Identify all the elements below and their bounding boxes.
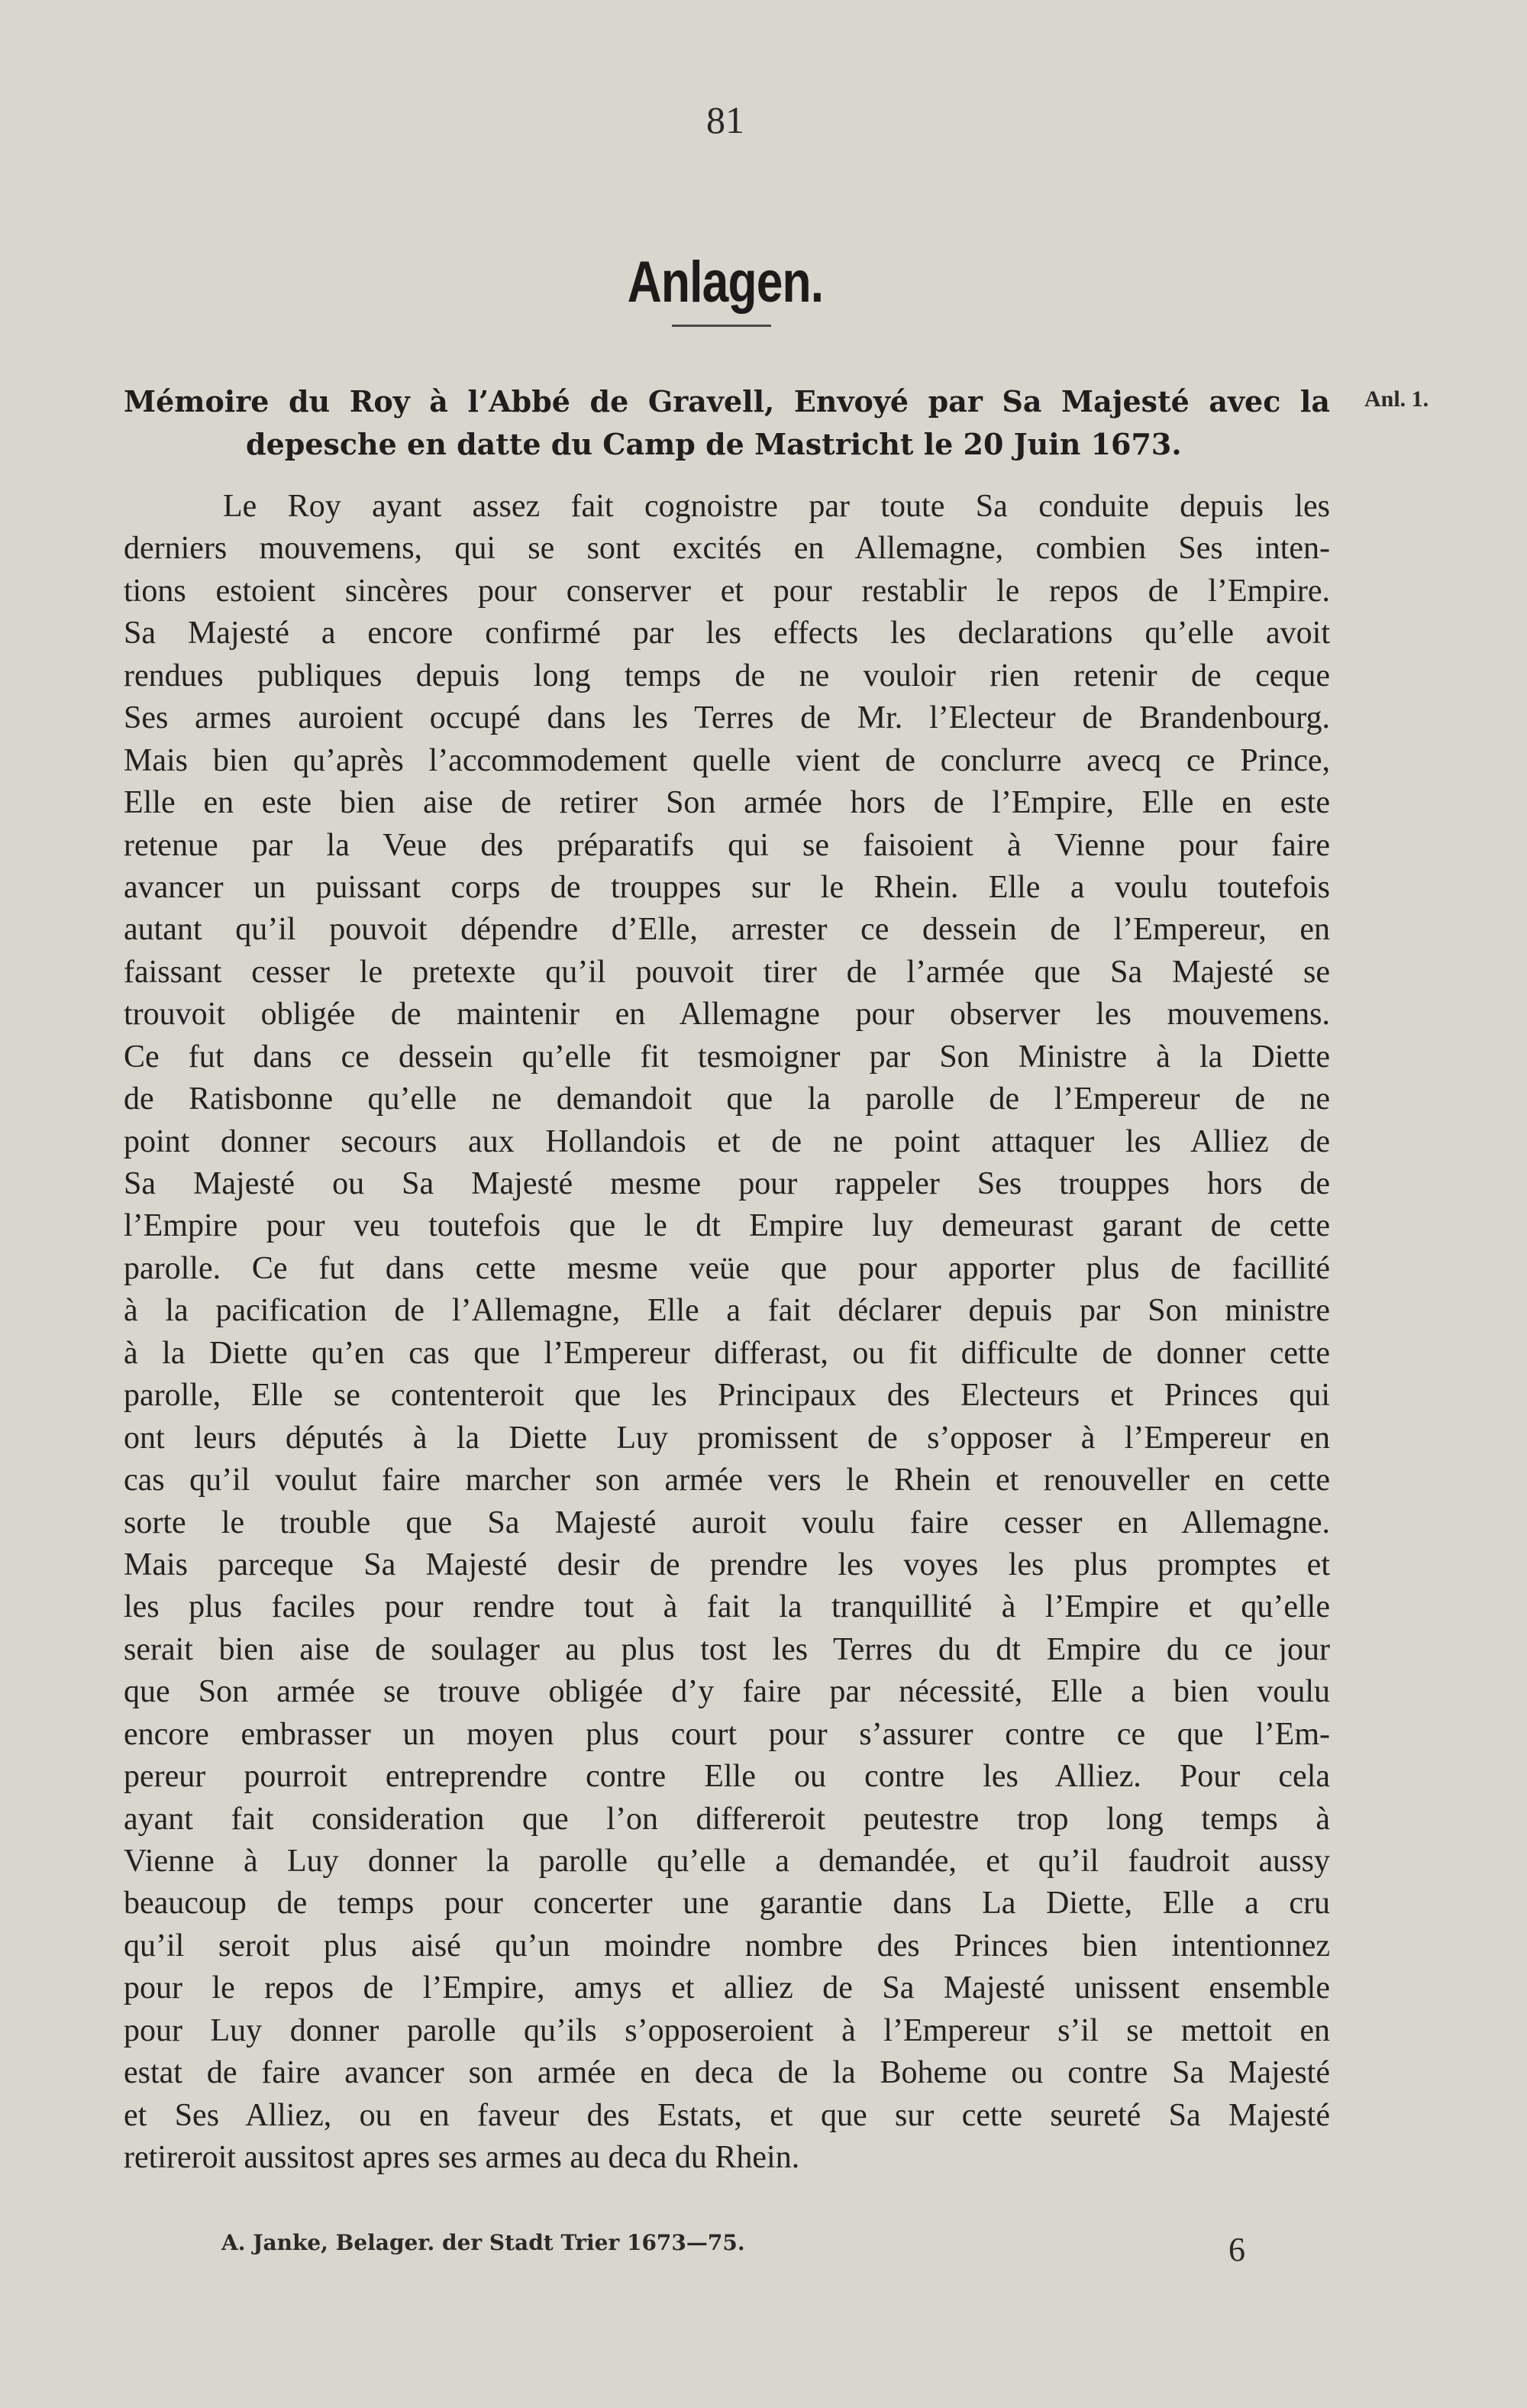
body-line: à la Diette qu’en cas que l’Empereur differast, ou fit difficulte de donner cette	[124, 1335, 1330, 1371]
footer-citation: A. Janke, Belager. der Stadt Trier 1673—75.	[221, 2230, 745, 2255]
section-title: Anlagen.	[627, 250, 824, 315]
body-line: trouvoit obligée de maintenir en Allemagne pour observer les mouvemens.	[124, 997, 1330, 1033]
body-line: rendues publiques depuis long temps de ne vouloir rien retenir de ceque	[124, 658, 1330, 693]
document-heading	[124, 380, 1330, 466]
body-line: estat de faire avancer son armée en deca de la Boheme ou contre Sa Majesté	[124, 2055, 1330, 2091]
body-line: que Son armée se trouve obligée d’y faire par nécessité, Elle a bien voulu	[124, 1674, 1330, 1710]
body-line: Sa Majesté a encore confirmé par les effects les declarations qu’elle avoit	[124, 616, 1330, 651]
body-line: les plus faciles pour rendre tout à fait la tranquillité à l’Empire et qu’elle	[124, 1589, 1330, 1625]
body-line: l’Empire pour veu toutefois que le dt Empire luy demeurast garant de cette	[124, 1208, 1330, 1244]
title-rule	[672, 325, 771, 327]
body-line: autant qu’il pouvoit dépendre d’Elle, arrester ce dessein de l’Empereur, en	[124, 912, 1330, 948]
heading-line: depesche en datte du Camp de Mastricht le 20 Juin 1673.	[246, 427, 1182, 461]
body-line: avancer un puissant corps de trouppes sur le Rhein. Elle a voulu toutefois	[124, 869, 1330, 905]
body-line: Elle en este bien aise de retirer Son armée hors de l’Empire, Elle en este	[124, 785, 1330, 821]
body-line: ont leurs députés à la Diette Luy promissent de s’opposer à l’Empereur en	[124, 1420, 1330, 1456]
heading-line: Mémoire du Roy à l’Abbé de Gravell, Envoyé par Sa Majesté avec la	[124, 384, 1330, 419]
body-line: serait bien aise de soulager au plus tost les Terres du dt Empire du ce jour	[124, 1631, 1330, 1667]
body-line: parolle. Ce fut dans cette mesme veüe que pour apporter plus de facillité	[124, 1250, 1330, 1286]
body-line: parolle, Elle se contenteroit que les Principaux des Electeurs et Princes qui	[124, 1378, 1330, 1414]
body-line: Mais bien qu’après l’accommodement quelle vient de conclurre avecq ce Prince,	[124, 742, 1330, 778]
body-line: Vienne à Luy donner la parolle qu’elle a demandée, et qu’il faudroit aussy	[124, 1844, 1330, 1879]
body-line: pour le repos de l’Empire, amys et alliez de Sa Majesté unissent ensemble	[124, 1970, 1330, 2006]
body-line: faissant cesser le pretexte qu’il pouvoit tirer de l’armée que Sa Majesté se	[124, 954, 1330, 990]
body-line: à la pacification de l’Allemagne, Elle a fait déclarer depuis par Son ministre	[124, 1293, 1330, 1329]
body-line: cas qu’il voulut faire marcher son armée vers le Rhein et renouveller en cette	[124, 1463, 1330, 1498]
page-number: 81	[706, 99, 744, 141]
body-line: derniers mouvemens, qui se sont excités en Allemagne, combien Ses inten-	[124, 531, 1330, 567]
body-line: Le Roy ayant assez fait cognoistre par toute Sa conduite depuis les	[223, 489, 1330, 524]
body-line: sorte le trouble que Sa Majesté auroit voulu faire cesser en Allemagne.	[124, 1505, 1330, 1540]
body-line: qu’il seroit plus aisé qu’un moindre nombre des Princes bien intentionnez	[124, 1928, 1330, 1964]
body-line: Ses armes auroient occupé dans les Terres de Mr. l’Electeur de Brandenbourg.	[124, 700, 1330, 736]
body-line: de Ratisbonne qu’elle ne demandoit que la parolle de l’Empereur de ne	[124, 1081, 1330, 1117]
body-line: tions estoient sincères pour conserver et pour restablir le repos de l’Empire.	[124, 573, 1330, 609]
body-line: encore embrasser un moyen plus court pour s’assurer contre ce que l’Em-	[124, 1716, 1330, 1752]
body-line: point donner secours aux Hollandois et de ne point attaquer les Alliez de	[124, 1123, 1330, 1159]
body-line: retenue par la Veue des préparatifs qui se faisoient à Vienne pour faire	[124, 827, 1330, 863]
margin-note: Anl. 1.	[1364, 386, 1429, 412]
body-line: et Ses Alliez, ou en faveur des Estats, et que sur cette seureté Sa Majesté	[124, 2097, 1330, 2133]
body-line: retireroit aussitost apres ses armes au deca du Rhein.	[124, 2140, 800, 2176]
body-line: ayant fait consideration que l’on differeroit peutestre trop long temps à	[124, 1801, 1330, 1837]
body-line: Ce fut dans ce dessein qu’elle fit tesmoigner par Son Ministre à la Diette	[124, 1039, 1330, 1075]
body-line: pereur pourroit entreprendre contre Elle ou contre les Alliez. Pour cela	[124, 1759, 1330, 1795]
body-line: Sa Majesté ou Sa Majesté mesme pour rappeler Ses trouppes hors de	[124, 1166, 1330, 1201]
body-line: beaucoup de temps pour concerter une garantie dans La Diette, Elle a cru	[124, 1886, 1330, 1922]
sheet-number: 6	[1228, 2231, 1245, 2268]
body-line: pour Luy donner parolle qu’ils s’opposeroient à l’Empereur s’il se mettoit en	[124, 2012, 1330, 2048]
body-text	[124, 486, 1330, 2180]
body-line: Mais parceque Sa Majesté desir de prendre les voyes les plus promptes et	[124, 1547, 1330, 1582]
